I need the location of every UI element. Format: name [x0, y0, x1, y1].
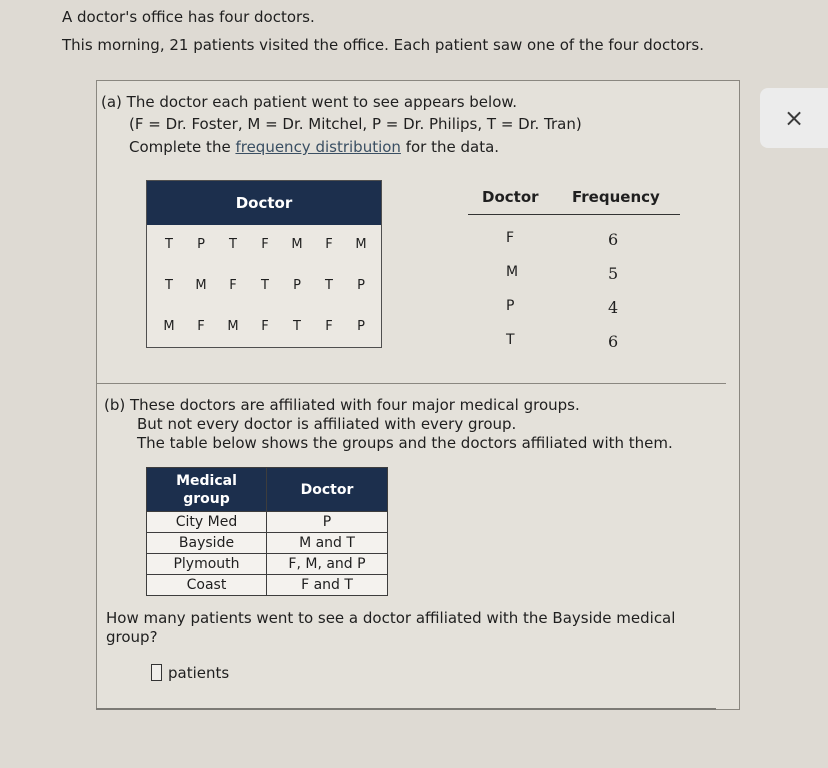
doctor-cell: M	[163, 319, 175, 334]
part-a-line-3-suffix: for the data.	[400, 138, 500, 156]
frequency-header-rule	[468, 214, 680, 215]
group-cell: Bayside	[147, 533, 267, 554]
intro-line-1: A doctor's office has four doctors.	[62, 8, 315, 26]
patients-answer-input[interactable]	[151, 664, 162, 681]
group-cell: Plymouth	[147, 554, 267, 575]
frequency-input[interactable]: 6	[608, 230, 619, 249]
doctor-cell: T	[165, 237, 173, 252]
table-row	[147, 575, 388, 596]
table-row	[147, 512, 388, 533]
doctor-cell: F	[325, 319, 333, 334]
doctor-cell: P	[357, 319, 365, 334]
frequency-row	[468, 332, 680, 358]
doctor-cell: M	[227, 319, 239, 334]
doctor-cell: M	[291, 237, 303, 252]
group-cell: Coast	[147, 575, 267, 596]
doctor-cell: P	[293, 278, 301, 293]
doctor-cell: F	[325, 237, 333, 252]
doctor-cell: F, M, and P	[267, 554, 388, 575]
doctor-cell: F and T	[267, 575, 388, 596]
doctor-cell: P	[357, 278, 365, 293]
group-cell: City Med	[147, 512, 267, 533]
table-row	[147, 554, 388, 575]
frequency-doctor-label: T	[506, 332, 515, 348]
part-b-question: How many patients went to see a doctor affiliated with the Bayside medical group?	[106, 609, 676, 646]
frequency-distribution-link[interactable]: frequency distribution	[235, 138, 401, 156]
frequency-doctor-label: M	[506, 264, 519, 280]
group-col-header-line-2: group	[183, 490, 230, 507]
panel-bottom-edge	[96, 708, 716, 710]
frequency-input[interactable]: 4	[608, 298, 619, 317]
doctor-cell: T	[325, 278, 333, 293]
part-b-line-1: (b) These doctors are affiliated with four major medical groups.	[104, 396, 580, 414]
intro-line-2: This morning, 21 patients visited the office. Each patient saw one of the four doctors.	[62, 36, 704, 54]
doctor-cell: T	[229, 237, 237, 252]
doctor-table-row	[147, 319, 383, 334]
part-a-line-3-prefix: Complete the	[129, 138, 236, 156]
part-b-line-2: But not every doctor is affiliated with every group.	[137, 415, 517, 433]
doctor-table-header: Doctor	[147, 181, 381, 225]
doctor-table-row	[147, 237, 383, 252]
frequency-col-frequency: Frequency	[572, 188, 660, 206]
doctor-cell: M and T	[267, 533, 388, 554]
medical-group-table	[146, 467, 388, 596]
doctor-cell: T	[261, 278, 269, 293]
doctor-cell: F	[229, 278, 237, 293]
frequency-distribution-table	[468, 184, 684, 364]
part-a-line-1: (a) The doctor each patient went to see appears below.	[101, 93, 518, 111]
part-a-line-3	[129, 138, 499, 156]
part-b-line-3: The table below shows the groups and the doctors affiliated with them.	[137, 434, 673, 452]
doctor-table-row	[147, 278, 383, 293]
doctor-cell: P	[197, 237, 205, 252]
doctor-cell: F	[261, 237, 269, 252]
doctor-col-header: Doctor	[267, 468, 388, 512]
group-table-header-row	[147, 468, 388, 512]
group-col-header	[147, 468, 267, 512]
doctor-cell: P	[267, 512, 388, 533]
frequency-col-doctor: Doctor	[482, 188, 539, 206]
close-icon: ×	[783, 104, 805, 132]
doctor-cell: F	[197, 319, 205, 334]
frequency-input[interactable]: 5	[608, 264, 619, 283]
doctor-cell: M	[355, 237, 367, 252]
section-divider	[96, 383, 726, 384]
frequency-doctor-label: P	[506, 298, 515, 314]
answer-unit-label: patients	[168, 664, 230, 682]
frequency-input[interactable]: 6	[608, 332, 619, 351]
doctor-cell: T	[165, 278, 173, 293]
doctor-cell: M	[195, 278, 207, 293]
close-button[interactable]	[760, 88, 828, 148]
table-row	[147, 533, 388, 554]
frequency-doctor-label: F	[506, 230, 515, 246]
doctor-data-table	[146, 180, 382, 348]
group-col-header-line-1: Medical	[176, 472, 237, 489]
doctor-cell: T	[293, 319, 301, 334]
doctor-cell: F	[261, 319, 269, 334]
frequency-row	[468, 298, 680, 324]
frequency-row	[468, 230, 680, 256]
frequency-row	[468, 264, 680, 290]
part-a-doctor-key: (F = Dr. Foster, M = Dr. Mitchel, P = Dr. Philips, T = Dr. Tran)	[129, 115, 582, 133]
